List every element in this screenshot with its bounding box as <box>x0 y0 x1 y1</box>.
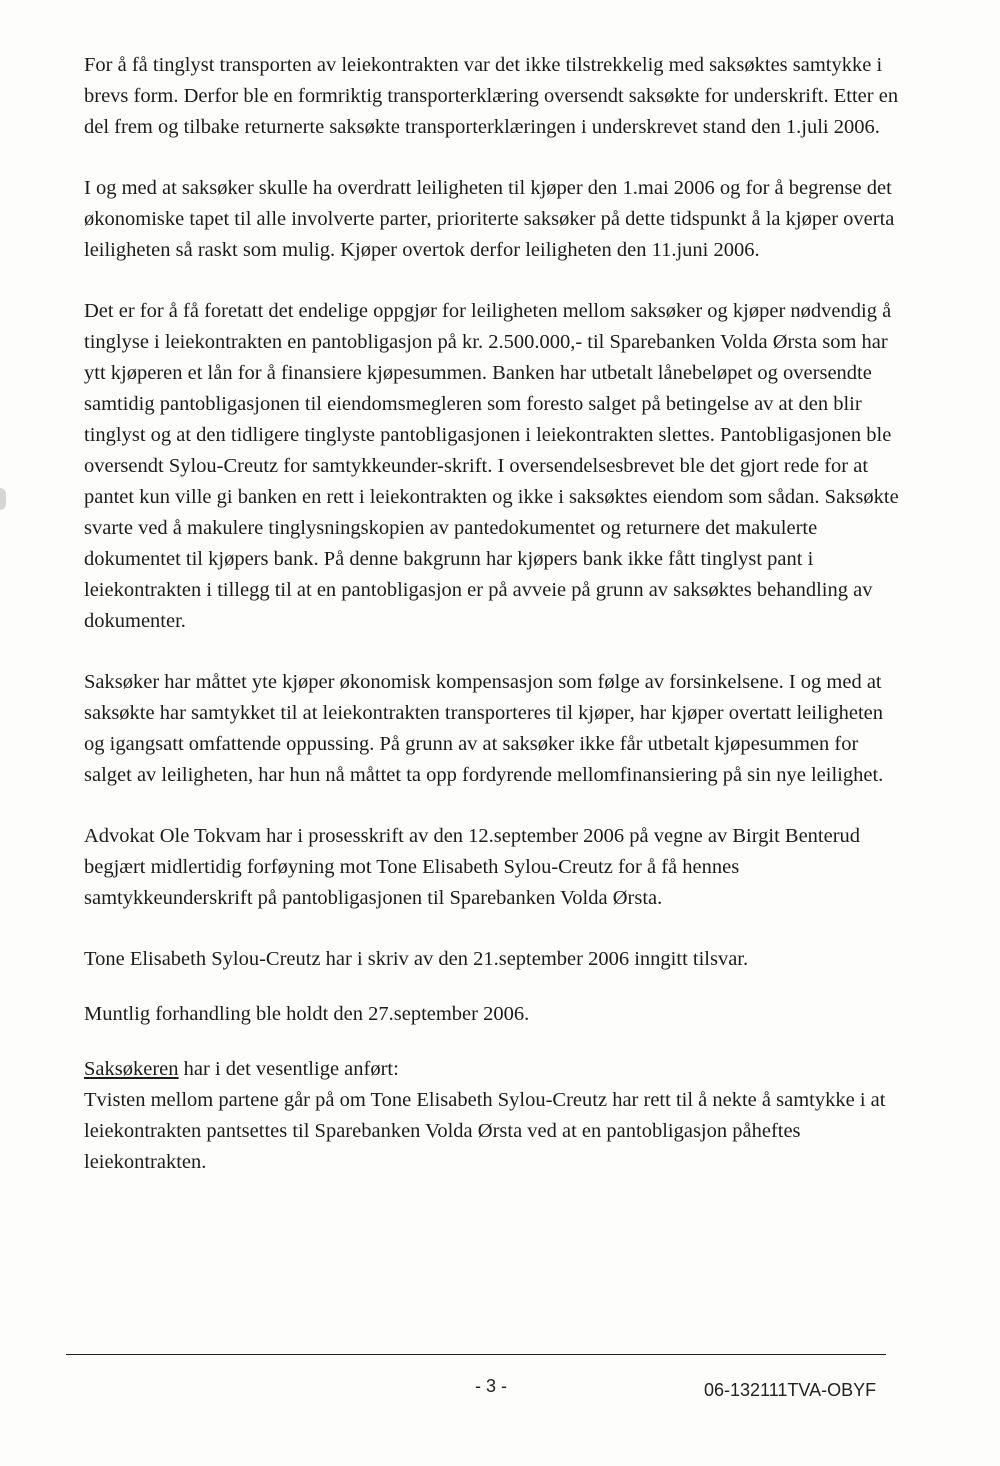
case-reference: 06-132111TVA-OBYF <box>704 1380 877 1400</box>
paragraph-settlement: Det er for å få foretatt det endelige oppgjør for leiligheten mellom saksøker og kjøper nødvendig å tinglyse i leiekontrakten en pantobligasjon på kr. 2.500.000,- til Sparebanken Volda Ørsta som har ytt kjøperen et lån for å finansiere kjøpesummen. Banken har utbetalt lånebeløpet og oversendte samtidig pantobligasjonen til eiendomsmegleren som foresto salget på betingelse av at den blir tinglyst og at den tidligere tinglyste pantobligasjonen i leiekontrakten slettes. Pantobligasjonen ble oversendt Sylou-Creutz for samtykkeunder-skrift. I oversendelsesbrevet ble det gjort rede for at pantet kun ville gi banken en rett i leiekontrakten og ikke i saksøktes eiendom som sådan. Saksøkte svarte ved å makulere tinglysningskopien av pantedokumentet og returnere det makulerte dokumentet til kjøpers bank. På denne bakgrunn har kjøpers bank ikke fått tinglyst pant i leiekontrakten i tillegg til at en pantobligasjon er på avveie på grunn av saksøktes behandling av dokumenter. <box>84 300 899 632</box>
paragraph-compensation: Saksøker har måttet yte kjøper økonomisk kompensasjon som følge av forsinkelsene. I og med at saksøkte har samtykket til at leiekontrakten transporteres til kjøper, har kjøper overtatt leiligheten og igangsatt omfattende oppussing. På grunn av at saksøker ikke får utbetalt kjøpesummen for salget av leiligheten, har hun nå måttet ta opp fordyrende mellomfinansiering på sin nye leilighet. <box>84 671 884 786</box>
section-heading-lead: Saksøkeren <box>84 1058 179 1080</box>
punch-hole-mark <box>0 488 6 510</box>
paragraph-petition: Advokat Ole Tokvam har i prosesskrift av den 12.september 2006 på vegne av Birgit Benterud begjært midlertidig forføyning mot Tone Elisabeth Sylou-Creutz for å få hennes samtykkeunderskrift på pantobligasjonen til Sparebanken Volda Ørsta. <box>84 825 861 909</box>
page-number: - 3 - <box>475 1376 508 1396</box>
paragraph-dispute: Tvisten mellom partene går på om Tone Elisabeth Sylou-Creutz har rett til å nekte å samtykke i at leiekontrakten pantsettes til Sparebanken Volda Ørsta ved at en pantobligasjon påheftes leiekontrakten. <box>84 1089 886 1173</box>
section-heading <box>84 1054 904 1085</box>
paragraph-response: Tone Elisabeth Sylou-Creutz har i skriv av den 21.september 2006 inngitt tilsvar. <box>84 948 749 970</box>
footer-divider <box>66 1354 886 1355</box>
section-plaintiff-claims <box>84 1054 904 1178</box>
document-body <box>84 50 904 1208</box>
paragraph-transport: For å få tinglyst transporten av leiekontrakten var det ikke tilstrekkelig med saksøktes samtykke i brevs form. Derfor ble en formriktig transporterklæring oversendt saksøkte for underskrift. Etter en del frem og tilbake returnerte saksøkte transporterklæringen i underskrevet stand den 1.juli 2006. <box>84 54 899 138</box>
paragraph-hearing: Muntlig forhandling ble holdt den 27.september 2006. <box>84 1003 530 1025</box>
section-heading-rest: har i det vesentlige anført: <box>178 1058 399 1080</box>
paragraph-handover: I og med at saksøker skulle ha overdratt leiligheten til kjøper den 1.mai 2006 og for å begrense det økonomiske tapet til alle involverte parter, prioriterte saksøker på dette tidspunkt å la kjøper overta leiligheten så raskt som mulig. Kjøper overtok derfor leiligheten den 11.juni 2006. <box>84 177 895 261</box>
